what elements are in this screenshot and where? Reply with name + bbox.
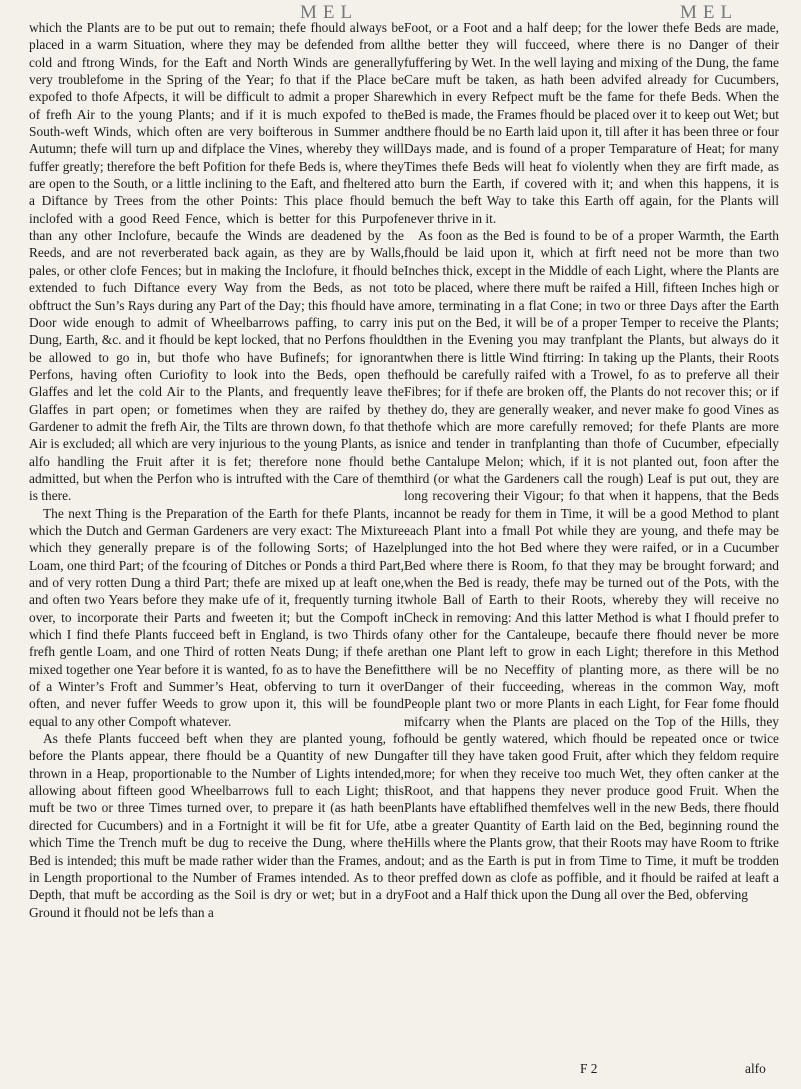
left-column bbox=[29, 19, 404, 921]
paragraph: The next Thing is the Preparation of the Earth for thefe Plants, in which the Dutch and German Gardeners are very exact: The Mixture which they generally prepare is of the following Sorts; of Hazel Loam, one third Part; of the fcouring of Ditches or Ponds a third Part, and of very rotten Dung a third Part; thefe are mixed up at leaft one, and often two Years before they make ufe of it, frequently turning it over, to incorporate their Parts and fweeten it; but the Compoft in which I find thefe Plants fucceed beft in England, is two Thirds of frefh gentle Loam, and one Third of rotten Neats Dung; if thefe are mixed together one Year before it is wanted, fo as to have the Benefit of a Winter’s Froft and Summer’s Heat, obferving to turn it over often, and never fuffer Weeds to grow upon it, this will be found equal to any other Compoft whatever. bbox=[29, 505, 404, 729]
signature-mark: F 2 bbox=[580, 1061, 598, 1076]
running-header-left: MEL bbox=[300, 2, 359, 23]
catchword: alfo bbox=[745, 1061, 766, 1076]
paragraph: Foot, or a Foot and a half deep; for the lower thefe Beds are made, the better they will fucceed, where there is no Danger of their fuffering by Wet. In the well laying and mixing of the Dung, the fame Care muft be taken, as hath been advifed already for Cucumbers, which in every Refpect muft be the fame for thefe Beds. When the Bed is made, the Frames fhould be placed over it to keep out Wet; but there fhould be no Earth laid upon it, till after it has been three or four Days made, and is found of a proper Temparature of Heat; for many Times thefe Beds will heat fo violently when they are firft made, as to burn the Earth, if covered with it; and when this happens, it is much the beft Way to take this Earth off again, for the Plants will never thrive in it. bbox=[404, 20, 779, 226]
paragraph: As foon as the Bed is found to be of a proper Warmth, the Earth fhould be laid upon it, which at firft need not be more than two Inches thick, except in the Middle of each Light, where the Plants are to be placed, where there muft be raifed a Hill, fifteen Inches high or more, terminating in a flat Cone; in two or three Days after the Earth is put on the Bed, it will be of a proper Temper to receive the Plants; then in the Evening you may tranfplant the Plants, but always do it when there is little Wind ftirring: In taking up the Plants, their Roots fhould be carefully raifed with a Trowel, fo as to preferve all their Fibres; for if thefe are broken off, the Plants do not recover this; or if they do, they are generally weaker, and never make fo good Vines as thofe which are more carefully removed; for thefe Plants are more nice and tender in tranfplanting than thofe of Cucumber, efpecially the Cantalupe Melon; which, if it is not planted out, foon after the third (or what the Gardeners call the rough) Leaf is put out, they are long recovering their Vigour; fo that when it happens, that the Beds cannot be ready for them in Time, it will be a good Method to plant each Plant into a fmall Pot while they are young, and thefe may be plunged into the hot Bed where they were raifed, or in a Cucumber Bed where there is Room, fo that they may be brought forward; and when the Bed is ready, thefe may be turned out of the Pots, with the whole Ball of Earth to their Roots, whereby they will receive no Check in removing: And this latter Method is what I fhould prefer to any other for the Cantaleupe, becaufe there fhould never be more than one Plant left to grow in each Light; therefore in this Method there will be no Neceffity of planting more, as there will be no Danger of their fucceeding, whereas in the common Way, moft People plant two or more Plants in each Light, for Fear fome fhould mifcarry when the Plants are placed on the Top of the Hills, they fhould be gently watered, which fhould be repeated once or twice after till they have taken good Fruit, after which they feldom require more; for when they receive too much Wet, they often canker at the Root, and that happens they never produce good Fruit. When the Plants have eftablifhed themfelves well in the new Beds, there fhould be a greater Quantity of Earth laid on the Bed, beginning round the Hills where the Plants grow, that their Roots may have Room to ftrike out; and as the Earth is put in from Time to Time, it muft be trodden or preffed down as clofe as poffible, and it fhould be raifed at leaft a Foot and a Half thick upon the Dung all over the Bed, obferving bbox=[404, 228, 779, 903]
paragraph: which the Plants are to be put out to remain; thefe fhould always be placed in a warm Situation, where they may be defended from all cold and ftrong Winds, for the Eaft and North Winds are generally very troublefome in the Spring of the Year; fo that if the Place be expofed to thofe Afpects, it will be difficult to admit a proper Share of frefh Air to the young Plants; and if it is much expofed to the South-weft Winds, which often are very boifterous in Summer and Autumn; thefe will turn up and difplace the Vines, whereby they will fuffer greatly; therefore the beft Pofition for thefe Beds is, where they are open to the South, or a little inclining to the Eaft, and fheltered at a Diftance by Trees from the other Points: This place fhould be inclofed with a good Reed Fence, which is better for this Purpofe than any other Inclofure, becaufe the Winds are deadened by the Reeds, and are not reverberated back again, as they are by Walls, pales, or other clofe Fences; but in making the Inclofure, it fhould be extended to fuch Diftance every Way from the Beds, as not to obftruct the Sun’s Rays during any Part of the Day; this fhould have a Door wide enough to admit of Wheelbarrows paffing, to carry in Dung, Earth, &c. and it fhould be kept locked, that no Perfons fhould be allowed to go in, but thofe who have Bufinefs; for ignorant Perfons, having often Curiofity to look into the Beds, open the Glaffes and let the cold Air to the Plants, and frequently leave the Glaffes in part open; or fometimes when they are raifed by the Gardener to admit the frefh Air, the Tilts are thrown down, fo that the Air is excluded; all which are very injurious to the young Plants, as is alfo handling the Fruit after it is fet; therefore none fhould be admitted, but when the Perfon who is intrufted with the Care of them is there. bbox=[29, 20, 404, 504]
running-header-right: MEL bbox=[680, 2, 739, 23]
paragraph: As thefe Plants fucceed beft when they are planted young, fo before the Plants appear, there fhould be a Quantity of new Dung thrown in a Heap, proportionable to the Number of Lights intended, allowing about fifteen good Wheelbarrows full to each Light; this muft be two or three Times turned over, to prepare it (as hath been directed for Cucumbers) and in a Fortnight it will be fit for Ufe, at which Time the Trench muft be dug to receive the Dung, where the Bed is intended; this muft be made rather wider than the Frames, and in Length proportional to the Number of Frames intended. As to the Depth, that muft be according as the Soil is dry or wet; but in a dry Ground it fhould not be lefs than a bbox=[29, 731, 404, 920]
right-column bbox=[404, 19, 779, 904]
